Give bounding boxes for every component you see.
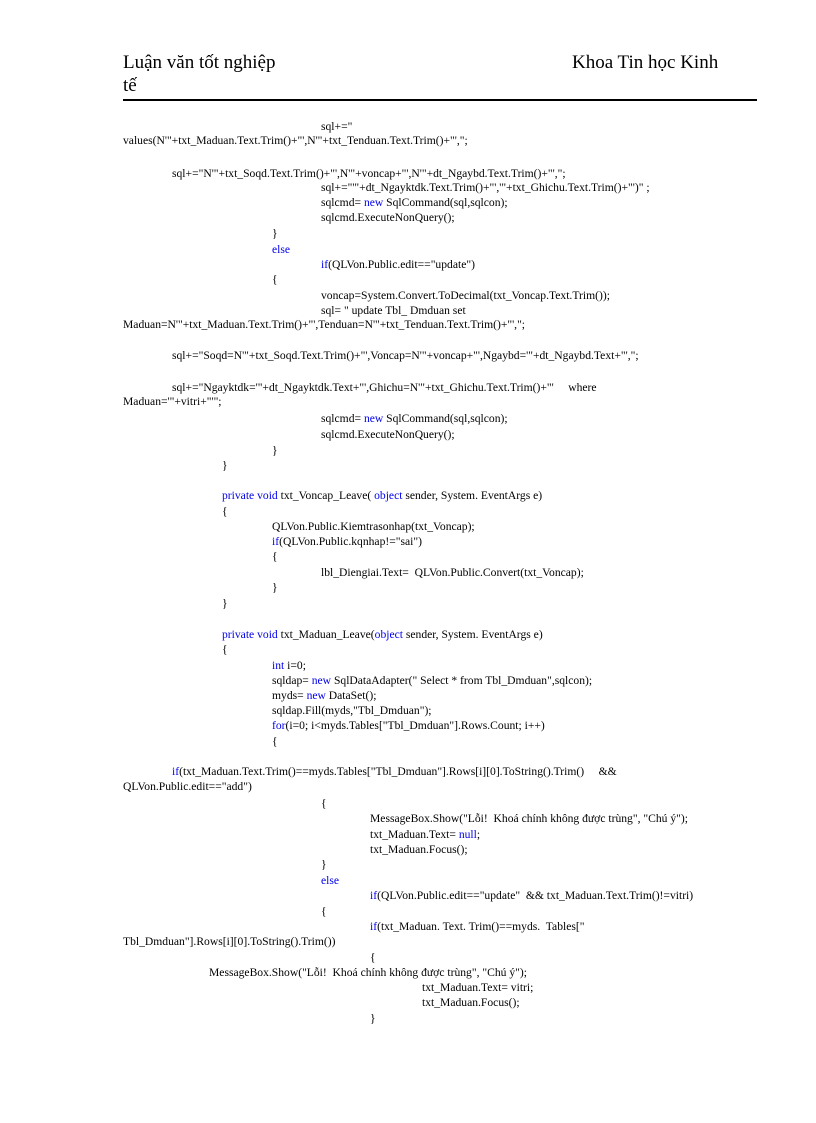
code-line xyxy=(123,395,222,409)
code-keyword: void xyxy=(257,628,278,641)
code-keyword: private xyxy=(222,628,255,641)
code-line xyxy=(321,196,508,210)
code-text: values(N'"+txt_Maduan.Text.Trim()+"',N'"+txt_Tenduan.Text.Trim()+"',"; xyxy=(123,134,468,147)
code-text: MessageBox.Show("Lỗi! Khoá chính không được trùng", "Chú ý"); xyxy=(209,966,527,979)
code-line xyxy=(272,273,278,287)
code-line xyxy=(172,349,639,363)
code-line xyxy=(272,444,278,458)
code-line xyxy=(172,381,597,395)
code-line xyxy=(222,459,228,473)
code-line xyxy=(321,289,610,303)
code-line xyxy=(272,535,422,549)
code-text: sql+="Ngayktdk='"+dt_Ngayktdk.Text+"',Ghichu=N'"+txt_Ghichu.Text.Trim()+"' where xyxy=(172,381,597,394)
code-text: SqlCommand(sql,sqlcon); xyxy=(383,196,508,209)
code-text: sqlcmd.ExecuteNonQuery(); xyxy=(321,428,455,441)
code-text: { xyxy=(272,735,278,748)
code-line xyxy=(272,689,376,703)
code-line xyxy=(222,505,228,519)
code-text: (txt_Maduan. Text. Trim()==myds. Tables[" xyxy=(377,920,585,933)
code-line xyxy=(321,304,466,318)
code-keyword: if xyxy=(321,258,329,271)
code-text: sqlcmd= xyxy=(321,196,364,209)
code-keyword: if xyxy=(172,765,180,778)
code-line xyxy=(272,674,592,688)
code-keyword: int xyxy=(272,659,285,672)
code-text: txt_Maduan.Focus(); xyxy=(370,843,468,856)
code-text: { xyxy=(370,951,376,964)
code-text: txt_Maduan.Text= xyxy=(370,828,459,841)
code-keyword: if xyxy=(272,535,280,548)
header-left-title-continued: tế xyxy=(123,75,137,96)
code-line xyxy=(422,996,520,1010)
code-text: SqlCommand(sql,sqlcon); xyxy=(383,412,508,425)
code-text: sqlcmd= xyxy=(321,412,364,425)
code-line xyxy=(272,735,278,749)
code-line xyxy=(272,704,432,718)
code-text: sql+="Soqd=N'"+txt_Soqd.Text.Trim()+"',Voncap=N'"+voncap+"',Ngaybd='"+dt_Ngaybd.Text+"',"; xyxy=(172,349,639,362)
code-line xyxy=(272,581,278,595)
code-line xyxy=(370,1012,376,1026)
code-text: (txt_Maduan.Text.Trim()==myds.Tables["Tbl_Dmduan"].Rows[i][0].ToString().Trim() && xyxy=(179,765,617,778)
code-line xyxy=(209,966,527,980)
code-text: lbl_Diengiai.Text= QLVon.Public.Convert(txt_Voncap); xyxy=(321,566,584,579)
code-line xyxy=(123,134,468,148)
header-rule xyxy=(123,99,757,101)
code-text: { xyxy=(321,905,327,918)
code-line xyxy=(172,765,617,779)
code-text: { xyxy=(222,505,228,518)
code-text: { xyxy=(222,643,228,656)
code-line xyxy=(370,920,584,934)
code-line xyxy=(222,628,543,642)
code-text: sqldap= xyxy=(272,674,312,687)
code-line xyxy=(172,167,566,181)
code-text: DataSet(); xyxy=(325,689,377,702)
code-text: { xyxy=(272,550,278,563)
code-line xyxy=(321,120,352,134)
code-line xyxy=(321,858,327,872)
code-keyword: if xyxy=(370,920,378,933)
code-text: Maduan=N'"+txt_Maduan.Text.Trim()+"',Tenduan=N'"+txt_Tenduan.Text.Trim()+"',"; xyxy=(123,318,526,331)
code-text: } xyxy=(272,444,278,457)
code-text: (i=0; i<myds.Tables["Tbl_Dmduan"].Rows.Count; i++) xyxy=(285,719,545,732)
code-text: sender, System. EventArgs e) xyxy=(402,489,543,502)
code-keyword: else xyxy=(321,874,340,887)
code-keyword: if xyxy=(370,889,378,902)
code-text: } xyxy=(370,1012,376,1025)
code-text: (QLVon.Public.edit=="update" && txt_Maduan.Text.Trim()!=vitri) xyxy=(377,889,694,902)
code-line xyxy=(222,597,228,611)
code-line xyxy=(272,550,278,564)
code-line xyxy=(321,874,339,888)
code-text: ; xyxy=(476,828,481,841)
code-text: txt_Maduan_Leave( xyxy=(277,628,375,641)
code-keyword: private xyxy=(222,489,255,502)
code-line xyxy=(123,935,335,949)
code-text: i=0; xyxy=(284,659,306,672)
code-keyword: object xyxy=(374,628,403,641)
code-line xyxy=(272,243,290,257)
code-line xyxy=(222,489,542,503)
code-line xyxy=(321,211,455,225)
code-text: sql= " update Tbl_ Dmduan set xyxy=(321,304,466,317)
code-text: sqldap.Fill(myds,"Tbl_Dmduan"); xyxy=(272,704,432,717)
code-text: (QLVon.Public.kqnhap!="sai") xyxy=(279,535,422,548)
code-keyword: new xyxy=(363,196,384,209)
code-keyword: new xyxy=(306,689,326,702)
code-line xyxy=(370,889,693,903)
code-text: sql+="N'"+txt_Soqd.Text.Trim()+"',N'"+voncap+"',N'"+dt_Ngaybd.Text.Trim()+"',"; xyxy=(172,167,566,180)
code-keyword: void xyxy=(257,489,278,502)
header-left-title: Luận văn tốt nghiệp xyxy=(123,52,276,73)
code-line xyxy=(370,812,688,826)
code-text: txt_Maduan.Focus(); xyxy=(422,996,520,1009)
code-text: voncap=System.Convert.ToDecimal(txt_Voncap.Text.Trim()); xyxy=(321,289,610,302)
code-line xyxy=(123,318,525,332)
code-text: txt_Maduan.Text= vitri; xyxy=(422,981,534,994)
code-line xyxy=(422,981,533,995)
code-text: sql+=" xyxy=(321,120,353,133)
code-line xyxy=(370,828,480,842)
code-text: sqlcmd.ExecuteNonQuery(); xyxy=(321,211,455,224)
code-line xyxy=(321,905,327,919)
code-line xyxy=(272,719,545,733)
code-keyword: else xyxy=(272,243,291,256)
code-line xyxy=(370,951,376,965)
code-text: } xyxy=(272,227,278,240)
code-keyword: object xyxy=(374,489,403,502)
code-line xyxy=(272,659,306,673)
code-keyword: for xyxy=(272,719,286,732)
code-line xyxy=(321,412,508,426)
code-text: (QLVon.Public.edit=="update") xyxy=(328,258,475,271)
code-text: } xyxy=(222,459,228,472)
code-text: myds= xyxy=(272,689,307,702)
code-keyword: new xyxy=(311,674,332,687)
code-keyword: new xyxy=(363,412,384,425)
code-line xyxy=(321,797,327,811)
code-text: { xyxy=(321,797,327,810)
code-line xyxy=(321,428,455,442)
code-line xyxy=(123,780,252,794)
code-text: Maduan='"+vitri+"'"; xyxy=(123,395,222,408)
code-text: MessageBox.Show("Lỗi! Khoá chính không được trùng", "Chú ý"); xyxy=(370,812,688,825)
code-line xyxy=(321,181,650,195)
header-right-title: Khoa Tin học Kinh xyxy=(572,52,719,73)
code-line xyxy=(222,643,228,657)
code-text: Tbl_Dmduan"].Rows[i][0].ToString().Trim()) xyxy=(123,935,336,948)
code-keyword: null xyxy=(458,828,477,841)
code-text: } xyxy=(272,581,278,594)
code-text: QLVon.Public.edit=="add") xyxy=(123,780,252,793)
code-text: { xyxy=(272,273,278,286)
code-text: QLVon.Public.Kiemtrasonhap(txt_Voncap); xyxy=(272,520,475,533)
code-text: sender, System. EventArgs e) xyxy=(402,628,543,641)
code-line xyxy=(321,258,475,272)
code-line xyxy=(272,227,278,241)
code-text: } xyxy=(321,858,327,871)
code-line xyxy=(321,566,584,580)
code-line xyxy=(272,520,475,534)
code-text: txt_Voncap_Leave( xyxy=(277,489,375,502)
code-text: SqlDataAdapter(" Select * from Tbl_Dmduan",sqlcon); xyxy=(331,674,593,687)
code-line xyxy=(370,843,468,857)
code-text: } xyxy=(222,597,228,610)
code-text: sql+="'"+dt_Ngayktdk.Text.Trim()+"','"+txt_Ghichu.Text.Trim()+"')" ; xyxy=(321,181,650,194)
